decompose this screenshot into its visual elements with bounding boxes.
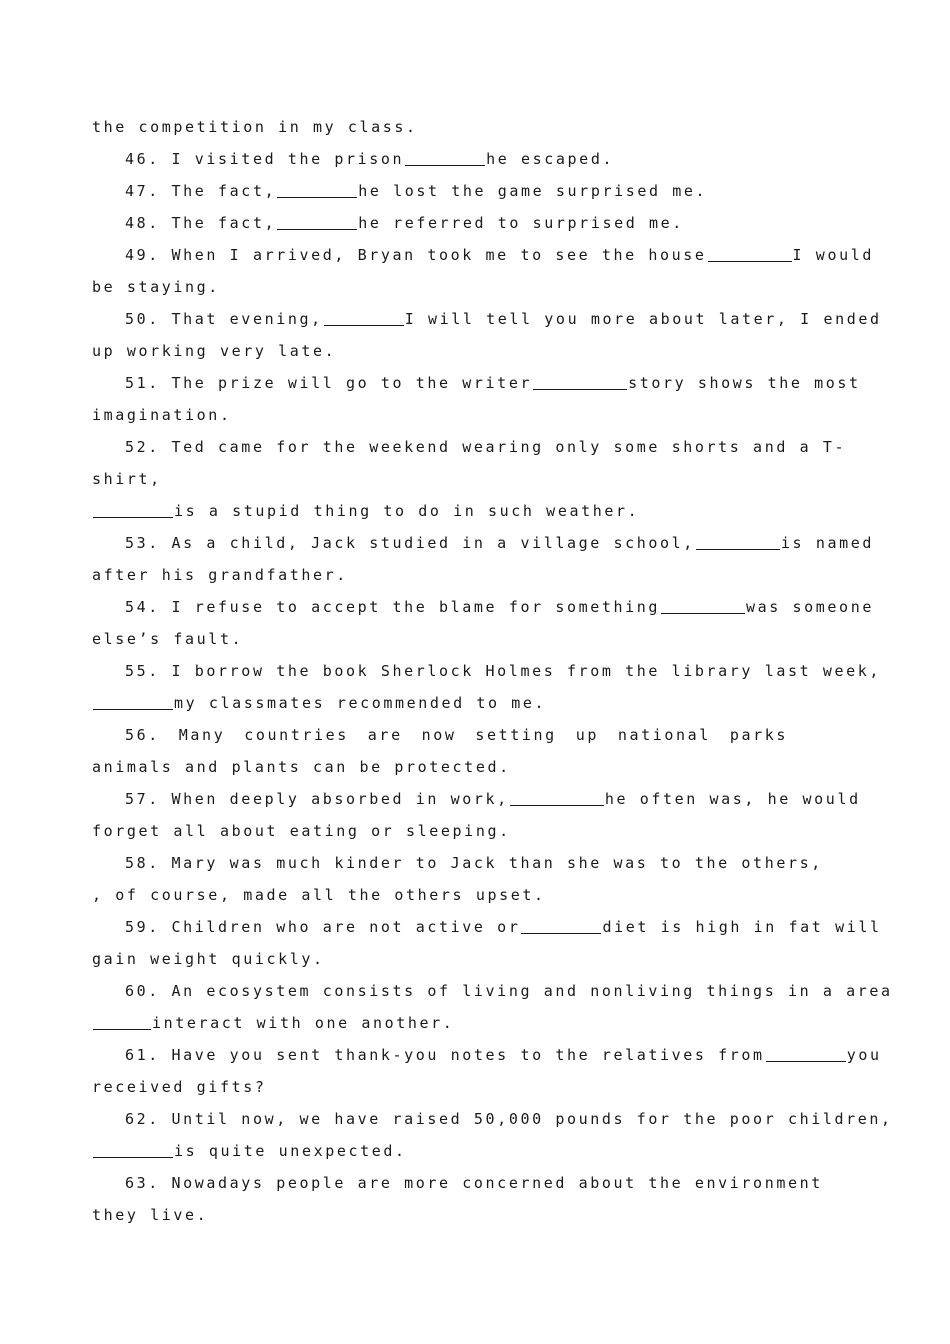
question-56 <box>92 719 788 751</box>
text-line <box>92 751 788 783</box>
answer-blank[interactable] <box>277 181 357 198</box>
question-61 <box>92 1039 882 1071</box>
answer-blank[interactable] <box>93 693 173 710</box>
line-text: he often was, he would <box>604 790 861 808</box>
line-text: is a stupid thing to do in such weather. <box>174 502 640 520</box>
line-text: 46. I visited the prison <box>125 150 405 168</box>
answer-blank[interactable] <box>405 149 485 166</box>
line-text: be staying. <box>92 278 220 296</box>
text-line <box>92 943 788 975</box>
text-line <box>92 111 788 143</box>
question-59 <box>92 911 882 943</box>
question-54 <box>92 591 874 623</box>
question-60 <box>92 975 893 1007</box>
line-text: 58. Mary was much kinder to Jack than she was to the others, <box>125 854 823 872</box>
text-line <box>92 623 788 655</box>
answer-blank[interactable] <box>661 597 745 614</box>
line-text: 48. The fact, <box>125 214 277 232</box>
answer-blank[interactable] <box>708 245 792 262</box>
question-50 <box>92 303 882 335</box>
line-text: I would <box>792 246 874 264</box>
line-text: up working very late. <box>92 342 337 360</box>
line-text: 62. Until now, we have raised 50,000 pounds for the poor children, <box>125 1110 893 1128</box>
answer-blank[interactable] <box>93 1141 173 1158</box>
line-text: 63. Nowadays people are more concerned about the environment <box>125 1174 823 1192</box>
line-text: 54. I refuse to accept the blame for something <box>125 598 661 616</box>
line-text: is quite unexpected. <box>174 1142 407 1160</box>
line-text: forget all about eating or sleeping. <box>92 822 511 840</box>
line-text: 60. An ecosystem consists of living and nonliving things in a area <box>125 982 893 1000</box>
line-text: interact with one another. <box>152 1014 455 1032</box>
line-text: 50. That evening, <box>125 310 323 328</box>
text-line <box>92 463 788 495</box>
text-line <box>92 815 788 847</box>
document-page <box>92 111 893 1231</box>
line-text: 56. Many countries are now setting up national parks <box>125 726 788 744</box>
text-line <box>92 399 788 431</box>
line-text: 61. Have you sent thank-you notes to the relatives from <box>125 1046 765 1064</box>
line-text: else’s fault. <box>92 630 244 648</box>
line-text: 51. The prize will go to the writer <box>125 374 533 392</box>
text-line <box>92 1199 788 1231</box>
line-text: story shows the most <box>628 374 861 392</box>
line-text: he escaped. <box>486 150 615 168</box>
question-58 <box>92 847 823 879</box>
line-text: the competition in my class. <box>92 118 418 136</box>
question-63 <box>92 1167 823 1199</box>
text-line <box>92 687 788 719</box>
question-51 <box>92 367 861 399</box>
answer-blank[interactable] <box>533 373 627 390</box>
question-49 <box>92 239 874 271</box>
line-text: animals and plants can be protected. <box>92 758 511 776</box>
line-text: you <box>846 1046 882 1064</box>
line-text: 57. When deeply absorbed in work, <box>125 790 509 808</box>
text-line <box>92 879 788 911</box>
line-text: gain weight quickly. <box>92 950 325 968</box>
answer-blank[interactable] <box>324 309 404 326</box>
answer-blank[interactable] <box>766 1045 846 1062</box>
question-53 <box>92 527 874 559</box>
question-57 <box>92 783 861 815</box>
line-text: 49. When I arrived, Bryan took me to see the house <box>125 246 707 264</box>
line-text: they live. <box>92 1206 209 1224</box>
line-text: after his grandfather. <box>92 566 348 584</box>
text-line <box>92 1007 788 1039</box>
answer-blank[interactable] <box>510 789 604 806</box>
answer-blank[interactable] <box>277 213 357 230</box>
question-47 <box>92 175 788 207</box>
text-line <box>92 495 788 527</box>
question-48 <box>92 207 788 239</box>
line-text: 52. Ted came for the weekend wearing only some shorts and a T- <box>125 438 847 456</box>
line-text: 59. Children who are not active or <box>125 918 521 936</box>
question-46 <box>92 143 788 175</box>
line-text: , of course, made all the others upset. <box>92 886 546 904</box>
text-line <box>92 271 788 303</box>
question-55 <box>92 655 881 687</box>
question-52 <box>92 431 847 463</box>
line-text: was someone <box>746 598 874 616</box>
line-text: diet is high in fat will <box>602 918 882 936</box>
text-line <box>92 1071 788 1103</box>
question-62 <box>92 1103 893 1135</box>
line-text: he lost the game surprised me. <box>358 182 708 200</box>
line-text: 53. As a child, Jack studied in a village school, <box>125 534 695 552</box>
line-text: 47. The fact, <box>125 182 277 200</box>
line-text: my classmates recommended to me. <box>174 694 547 712</box>
answer-blank[interactable] <box>93 1013 151 1030</box>
answer-blank[interactable] <box>696 533 780 550</box>
line-text: is named <box>780 534 874 552</box>
text-line <box>92 1135 788 1167</box>
line-text: received gifts? <box>92 1078 267 1096</box>
line-text: he referred to surprised me. <box>358 214 684 232</box>
line-text: shirt, <box>92 470 162 488</box>
line-text: 55. I borrow the book Sherlock Holmes from the library last week, <box>125 662 881 680</box>
answer-blank[interactable] <box>521 917 601 934</box>
line-text: I will tell you more about later, I ended <box>404 310 882 328</box>
line-text: imagination. <box>92 406 232 424</box>
text-line <box>92 335 788 367</box>
answer-blank[interactable] <box>93 501 173 518</box>
text-line <box>92 559 788 591</box>
